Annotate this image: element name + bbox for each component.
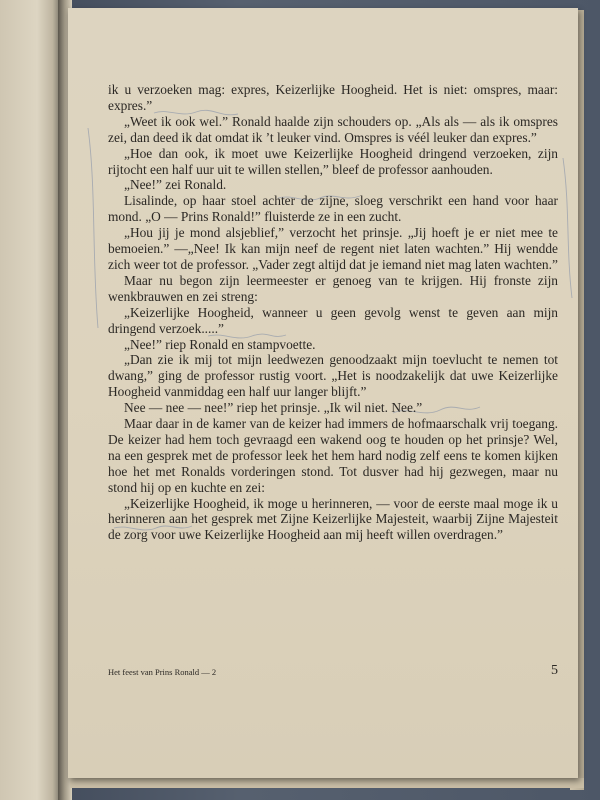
paragraph: „Nee!” riep Ronald en stampvoette. bbox=[124, 336, 316, 352]
paragraph: Maar daar in de kamer van de keizer had immers de hofmaarschalk vrij toegang. De keizer had hem toch gevraagd een wakend oog te houden op het prinsje? Wel, na een gesprek met de professor leek het hem hard nodig zelf eens te komen kijken hoe het met Ronalds vorderingen stond. Tot dusver had hij gezwegen, maar nu stond hij op en kuchte en zei: bbox=[108, 416, 558, 495]
paragraph: „Keizerlijke Hoogheid, ik moge u herinneren, — voor de eerste maal moge ik u herinneren aan het gesprek met Zijne Keizerlijke Majesteit, waarbij Zijne Majesteit de zorg voor uwe Keizerlijke Hoogheid aan mij heeft willen overdragen.” bbox=[108, 495, 558, 543]
left-page-edge bbox=[0, 0, 62, 800]
paragraph: Nee — nee — nee!” riep het prinsje. „Ik wil niet. Nee.” bbox=[124, 400, 423, 416]
paragraph: „Hou jij je mond alsjeblief,” verzocht het prinsje. „Jij hoeft je er niet mee te bemoeien.” —„Nee! Ik kan mijn neef de regent niet laten wachten.” Hij wendde zich weer tot de professor. „Vader zegt altijd dat je iemand niet mag laten wachten.” bbox=[108, 225, 558, 272]
paragraph: Maar nu begon zijn leermeester er genoeg van te krijgen. Hij fronste zijn wenkbrauwen en zei streng: bbox=[108, 272, 558, 304]
book-bottom-edge bbox=[70, 778, 584, 788]
paragraph: „Keizerlijke Hoogheid, wanneer u geen gevolg wenst te geven aan mijn dringend verzoek.....” bbox=[108, 304, 558, 336]
paragraph: „Weet ik ook wel.” Ronald haalde zijn schouders op. „Als als — als ik omspres zei, dan deed ik dat omdat ik ’t leuker vind. Omspres is véél leuker dan expres.” bbox=[108, 113, 558, 145]
page-body-text bbox=[108, 82, 558, 543]
paragraph: Lisalinde, op haar stoel achter de zijne, sloeg verschrikt een hand voor haar mond. „O — Prins Ronald!” fluisterde ze in een zucht. bbox=[108, 193, 558, 225]
book-title-footer: Het feest van Prins Ronald — 2 bbox=[108, 667, 217, 677]
paragraph: „Nee!” zei Ronald. bbox=[124, 177, 227, 193]
paragraph: „Hoe dan ook, ik moet uwe Keizerlijke Hoogheid dringend verzoeken, zijn rijtocht een half uur uit te willen stellen,” bleef de professor aanhouden. bbox=[108, 145, 558, 177]
paragraph: ik u verzoeken mag: expres, Keizerlijke Hoogheid. Het is niet: omspres, maar: expres.” bbox=[108, 82, 558, 113]
page-number: 5 bbox=[551, 663, 558, 678]
paragraph: „Dan zie ik mij tot mijn leedwezen genoodzaakt mijn toevlucht te nemen tot dwang,” ging de professor rustig voort. „Het is noodzakelijk dat uwe Keizerlijke Hoogheid vanmiddag een half uur langer blijft.” bbox=[108, 352, 558, 400]
